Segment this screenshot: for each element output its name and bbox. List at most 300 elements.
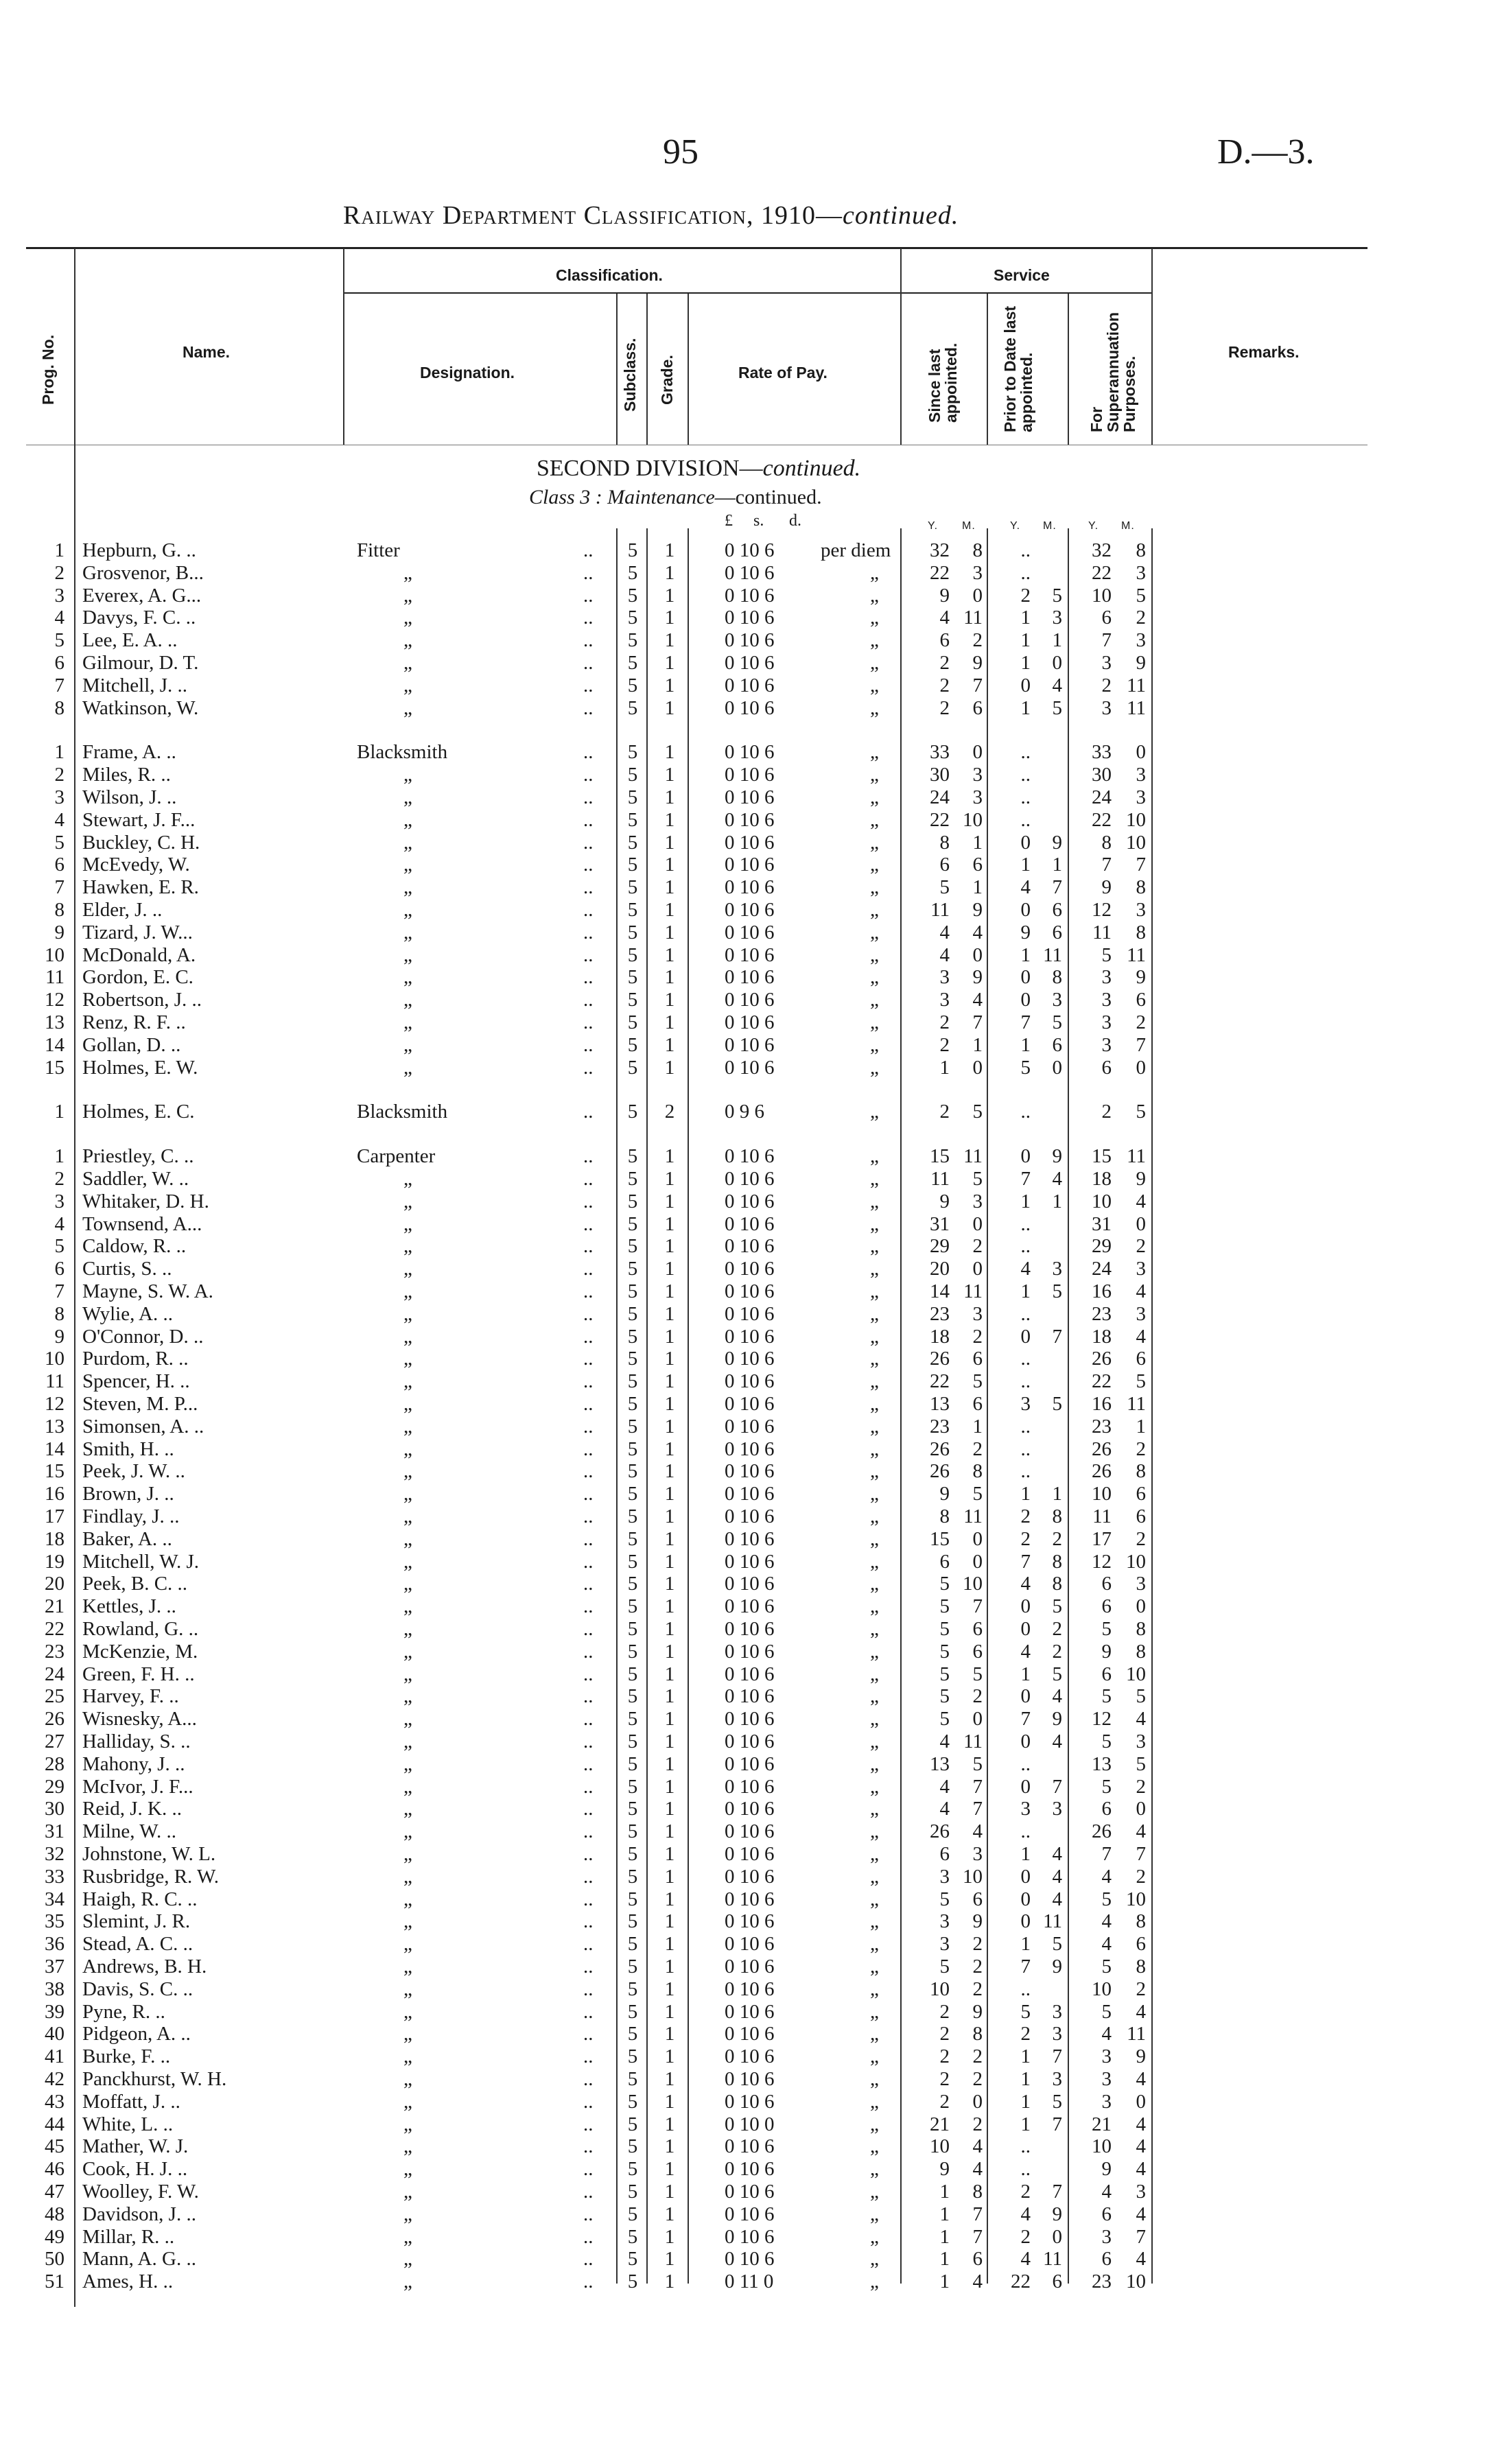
row-since-months: 10	[963, 1865, 983, 1888]
row-rate: 0 10 6	[725, 1595, 775, 1618]
table-row	[0, 2158, 1491, 2181]
row-super-years: 5	[1101, 1685, 1112, 1708]
row-super-months: 10	[1126, 1663, 1146, 1685]
row-grade: 1	[664, 1888, 675, 1910]
row-prog-no: 1	[54, 539, 64, 561]
row-prior-years: 2	[1020, 2225, 1031, 2248]
row-prior-months: 4	[1052, 1730, 1062, 1752]
row-rate: 0 10 6	[725, 741, 775, 764]
row-leader-dots: ..	[583, 2113, 594, 2135]
row-since-months: 4	[972, 2135, 983, 2158]
row-leader-dots: ..	[583, 1393, 594, 1415]
table-row	[0, 1618, 1491, 1641]
row-super-years: 21	[1092, 2113, 1112, 2135]
row-rate: 0 10 6	[725, 989, 775, 1011]
header-remarks: Remarks.	[1228, 343, 1300, 361]
row-leader-dots: ..	[583, 2271, 594, 2293]
row-super-years: 11	[1092, 921, 1112, 943]
row-since-months: 5	[972, 1663, 983, 1685]
row-subclass: 5	[627, 2000, 638, 2023]
row-rate: 0 10 6	[725, 1056, 775, 1079]
row-since-years: 14	[930, 1280, 950, 1302]
row-designation: „	[403, 876, 412, 899]
row-prior-months: 11	[1043, 1910, 1062, 1933]
row-rate: 0 10 6	[725, 1505, 775, 1527]
row-leader-dots: ..	[583, 1258, 594, 1280]
row-since-months: 2	[972, 1933, 983, 1956]
row-rate-unit: „	[870, 1505, 879, 1527]
row-super-months: 0	[1136, 1798, 1146, 1820]
row-super-months: 10	[1126, 1888, 1146, 1910]
row-prior-months: 9	[1052, 1956, 1062, 1978]
row-subclass: 5	[627, 1348, 638, 1370]
row-rate-unit: „	[870, 1145, 879, 1168]
row-prior-years: 4	[1020, 2203, 1031, 2225]
row-super-months: 11	[1127, 696, 1146, 719]
row-leader-dots: ..	[583, 1348, 594, 1370]
row-prior-years: 1	[1020, 1933, 1031, 1956]
row-since-months: 6	[972, 696, 983, 719]
row-since-years: 10	[930, 1978, 950, 2000]
row-name: Caldow, R. ..	[82, 1235, 187, 1258]
row-super-months: 9	[1136, 1168, 1146, 1190]
row-leader-dots: ..	[583, 921, 594, 943]
row-leader-dots: ..	[583, 899, 594, 921]
row-rate: 0 10 6	[725, 899, 775, 921]
row-super-months: 11	[1127, 1393, 1146, 1415]
row-name: Baker, A. ..	[82, 1527, 172, 1550]
row-grade: 1	[664, 1325, 675, 1348]
row-name: Elder, J. ..	[82, 899, 163, 921]
row-prior-years: 0	[1020, 1910, 1031, 1933]
row-prog-no: 7	[54, 674, 64, 696]
row-designation: „	[403, 1011, 412, 1033]
row-rate-unit: „	[870, 584, 879, 607]
row-rate-unit: „	[870, 1415, 879, 1438]
row-subclass: 5	[627, 1956, 638, 1978]
row-rate: 0 10 6	[725, 1483, 775, 1505]
row-since-months: 3	[972, 786, 983, 808]
row-since-years: 4	[939, 607, 950, 629]
row-leader-dots: ..	[583, 2000, 594, 2023]
row-super-months: 8	[1136, 1640, 1146, 1663]
row-prog-no: 9	[54, 1325, 64, 1348]
row-prior-years: 0	[1020, 989, 1031, 1011]
row-designation: „	[403, 1910, 412, 1933]
row-name: Steven, M. P...	[82, 1393, 198, 1415]
row-rate-unit: „	[870, 1168, 879, 1190]
row-super-years: 32	[1092, 539, 1112, 561]
row-super-months: 8	[1136, 876, 1146, 899]
row-name: Moffatt, J. ..	[82, 2090, 180, 2113]
row-super-years: 5	[1101, 2000, 1112, 2023]
row-prior-months: 6	[1052, 1033, 1062, 1056]
row-prior-months: 4	[1052, 1865, 1062, 1888]
row-prog-no: 14	[45, 1438, 64, 1460]
row-prior-years: 0	[1020, 831, 1031, 854]
page-reference: D.—3.	[1217, 132, 1315, 172]
row-grade: 1	[664, 2000, 675, 2023]
row-rate: 0 10 6	[725, 1280, 775, 1302]
row-since-years: 2	[939, 2090, 950, 2113]
row-prog-no: 48	[45, 2203, 64, 2225]
row-subclass: 5	[627, 876, 638, 899]
row-leader-dots: ..	[583, 1370, 594, 1393]
row-prog-no: 41	[45, 2045, 64, 2068]
row-name: Kettles, J. ..	[82, 1595, 176, 1618]
row-since-years: 1	[939, 2271, 950, 2293]
row-designation: „	[403, 966, 412, 989]
table-row	[0, 2203, 1491, 2226]
row-since-months: 11	[963, 1145, 983, 1168]
class-subtitle-italic: Class 3 : Maintenance	[529, 486, 715, 508]
row-name: Mahony, J. ..	[82, 1752, 185, 1775]
row-since-months: 4	[972, 921, 983, 943]
row-name: Holmes, E. W.	[82, 1056, 198, 1079]
row-grade: 1	[664, 2045, 675, 2068]
row-since-years: 1	[939, 2181, 950, 2203]
row-leader-dots: ..	[583, 1011, 594, 1033]
row-super-years: 6	[1101, 1056, 1112, 1079]
row-since-years: 26	[930, 1438, 950, 1460]
row-rate: 0 10 6	[725, 1033, 775, 1056]
row-prior-months: 3	[1052, 1258, 1062, 1280]
row-leader-dots: ..	[583, 1685, 594, 1708]
row-since-months: 11	[963, 607, 983, 629]
row-prog-no: 12	[45, 989, 64, 1011]
table-row	[0, 1416, 1491, 1438]
row-prior-years: 5	[1020, 1056, 1031, 1079]
row-since-years: 15	[930, 1527, 950, 1550]
row-rate: 0 10 6	[725, 2158, 775, 2181]
row-prog-no: 2	[54, 1168, 64, 1190]
row-prior-years: 0	[1020, 1618, 1031, 1640]
row-since-years: 22	[930, 1370, 950, 1393]
row-super-years: 6	[1101, 1798, 1112, 1820]
row-super-months: 4	[1136, 1190, 1146, 1212]
row-super-months: 8	[1136, 1618, 1146, 1640]
row-designation: „	[403, 1168, 412, 1190]
row-prior-years: 1	[1020, 696, 1031, 719]
row-designation: „	[403, 2000, 412, 2023]
row-rate-unit: per diem	[821, 539, 891, 561]
row-rate-unit: „	[870, 741, 879, 764]
row-subclass: 5	[627, 2090, 638, 2113]
row-super-years: 7	[1101, 629, 1112, 652]
row-prog-no: 8	[54, 1302, 64, 1325]
row-since-months: 9	[972, 2000, 983, 2023]
row-prog-no: 13	[45, 1415, 64, 1438]
row-name: Slemint, J. R.	[82, 1910, 191, 1933]
row-prog-no: 24	[45, 1663, 64, 1685]
row-rate: 0 10 6	[725, 1011, 775, 1033]
row-rate-unit: „	[870, 1258, 879, 1280]
row-leader-dots: ..	[583, 1145, 594, 1168]
row-leader-dots: ..	[583, 1168, 594, 1190]
row-since-years: 21	[930, 2113, 950, 2135]
row-rate: 0 10 6	[725, 1235, 775, 1258]
table-row	[0, 1820, 1491, 1843]
row-super-months: 4	[1136, 2068, 1146, 2090]
row-rate-unit: „	[870, 831, 879, 854]
row-designation: „	[403, 1663, 412, 1685]
row-prior-months: 9	[1052, 831, 1062, 854]
row-grade: 1	[664, 1910, 675, 1933]
row-prior-months: 3	[1052, 2000, 1062, 2023]
row-designation: Blacksmith	[357, 741, 448, 764]
row-super-years: 24	[1092, 786, 1112, 808]
row-prior-months: 6	[1052, 899, 1062, 921]
row-rate-unit: „	[870, 966, 879, 989]
row-designation: „	[403, 1415, 412, 1438]
row-subclass: 5	[627, 1933, 638, 1956]
row-leader-dots: ..	[583, 2023, 594, 2045]
row-super-years: 3	[1101, 989, 1112, 1011]
row-since-months: 1	[972, 876, 983, 899]
row-rate-unit: „	[870, 696, 879, 719]
row-rate: 0 10 6	[725, 1888, 775, 1910]
row-prior-years: ..	[1020, 764, 1031, 786]
row-designation: „	[403, 2181, 412, 2203]
row-super-years: 3	[1101, 966, 1112, 989]
row-name: Miles, R. ..	[82, 764, 171, 786]
page-title-main: Railway Department Classification, 1910—	[343, 201, 843, 230]
row-prior-months: 5	[1052, 1933, 1062, 1956]
row-super-months: 11	[1127, 1145, 1146, 1168]
row-name: Findlay, J. ..	[82, 1505, 180, 1527]
row-designation: „	[403, 1640, 412, 1663]
table-row	[0, 1730, 1491, 1753]
row-rate: 0 10 6	[725, 786, 775, 808]
row-designation: „	[403, 1708, 412, 1730]
row-name: Renz, R. F. ..	[82, 1011, 186, 1033]
unit-m-since: M.	[962, 520, 976, 532]
row-since-months: 0	[972, 584, 983, 607]
row-leader-dots: ..	[583, 629, 594, 652]
table-row	[0, 2135, 1491, 2158]
row-since-years: 11	[930, 899, 950, 921]
row-rate-unit: „	[870, 786, 879, 808]
row-name: Holmes, E. C.	[82, 1101, 195, 1123]
row-subclass: 5	[627, 2203, 638, 2225]
row-since-months: 3	[972, 561, 983, 584]
unit-y-super: Y.	[1088, 520, 1099, 532]
row-super-months: 11	[1127, 674, 1146, 696]
row-designation: „	[403, 2271, 412, 2293]
row-name: Saddler, W. ..	[82, 1168, 189, 1190]
row-super-months: 2	[1136, 1865, 1146, 1888]
table-row	[0, 1595, 1491, 1618]
header-name: Name.	[183, 343, 231, 361]
header-service: Service	[994, 266, 1050, 284]
row-grade: 1	[664, 652, 675, 674]
row-prior-years: ..	[1020, 1978, 1031, 2000]
row-super-months: 2	[1136, 607, 1146, 629]
row-leader-dots: ..	[583, 1235, 594, 1258]
row-prior-years: 2	[1020, 1505, 1031, 1527]
row-super-months: 2	[1136, 1775, 1146, 1798]
row-since-years: 4	[939, 943, 950, 966]
row-super-years: 11	[1092, 1505, 1112, 1527]
row-since-years: 1	[939, 1056, 950, 1079]
table-row	[0, 786, 1491, 809]
row-leader-dots: ..	[583, 2158, 594, 2181]
row-since-years: 6	[939, 629, 950, 652]
row-leader-dots: ..	[583, 1212, 594, 1235]
table-row	[0, 1483, 1491, 1505]
row-prior-months: 3	[1052, 1798, 1062, 1820]
row-leader-dots: ..	[583, 2135, 594, 2158]
row-grade: 1	[664, 1460, 675, 1483]
row-leader-dots: ..	[583, 831, 594, 854]
table-row	[0, 1011, 1491, 1034]
row-super-years: 5	[1101, 1775, 1112, 1798]
header-prior-to-date: Prior to Date last appointed.	[1001, 305, 1036, 432]
row-prior-years: 1	[1020, 652, 1031, 674]
row-leader-dots: ..	[583, 2225, 594, 2248]
row-since-months: 3	[972, 1843, 983, 1865]
row-subclass: 5	[627, 989, 638, 1011]
unit-pence: d.	[789, 512, 801, 530]
row-subclass: 5	[627, 1618, 638, 1640]
row-rate: 0 10 6	[725, 1820, 775, 1843]
row-leader-dots: ..	[583, 1798, 594, 1820]
row-prog-no: 12	[45, 1393, 64, 1415]
row-prog-no: 44	[45, 2113, 64, 2135]
row-subclass: 5	[627, 943, 638, 966]
row-since-months: 2	[972, 1235, 983, 1258]
row-designation: „	[403, 2090, 412, 2113]
row-prior-years: ..	[1020, 786, 1031, 808]
row-rate-unit: „	[870, 899, 879, 921]
table-row	[0, 1393, 1491, 1416]
row-designation: „	[403, 1505, 412, 1527]
row-super-months: 9	[1136, 2045, 1146, 2068]
row-super-months: 4	[1136, 1325, 1146, 1348]
row-prior-months: 9	[1052, 2203, 1062, 2225]
row-prior-months: 9	[1052, 1708, 1062, 1730]
row-prior-years: ..	[1020, 1235, 1031, 1258]
row-since-years: 5	[939, 1685, 950, 1708]
row-leader-dots: ..	[583, 1956, 594, 1978]
row-rate: 0 10 6	[725, 1640, 775, 1663]
row-rate: 0 10 6	[725, 1978, 775, 2000]
row-prog-no: 3	[54, 584, 64, 607]
row-since-months: 2	[972, 1325, 983, 1348]
row-super-months: 11	[1127, 2023, 1146, 2045]
row-prog-no: 46	[45, 2158, 64, 2181]
row-grade: 1	[664, 584, 675, 607]
row-designation: „	[403, 652, 412, 674]
row-name: Halliday, S. ..	[82, 1730, 191, 1752]
row-prog-no: 18	[45, 1527, 64, 1550]
row-since-years: 1	[939, 2225, 950, 2248]
table-row	[0, 1505, 1491, 1528]
unit-m-prior: M.	[1043, 520, 1057, 532]
row-name: McEvedy, W.	[82, 854, 190, 876]
row-super-months: 7	[1136, 2225, 1146, 2248]
row-prior-months: 5	[1052, 1280, 1062, 1302]
row-grade: 1	[664, 1483, 675, 1505]
table-row	[0, 2226, 1491, 2249]
row-super-years: 3	[1101, 696, 1112, 719]
row-subclass: 5	[627, 831, 638, 854]
page-title	[343, 200, 959, 231]
row-subclass: 5	[627, 1505, 638, 1527]
class-subtitle-rest: —continued.	[714, 486, 822, 508]
row-prog-no: 36	[45, 1933, 64, 1956]
row-designation: „	[403, 1483, 412, 1505]
row-prior-years: 4	[1020, 1640, 1031, 1663]
row-designation: „	[403, 1595, 412, 1618]
row-grade: 1	[664, 1865, 675, 1888]
row-designation: „	[403, 921, 412, 943]
row-prior-years: 7	[1020, 1956, 1031, 1978]
row-prior-months: 3	[1052, 607, 1062, 629]
row-rate-unit: „	[870, 989, 879, 1011]
row-rate: 0 10 6	[725, 539, 775, 561]
row-since-years: 5	[939, 1708, 950, 1730]
row-prog-no: 38	[45, 1978, 64, 2000]
row-since-months: 9	[972, 1910, 983, 1933]
table-row	[0, 1708, 1491, 1730]
row-super-years: 18	[1092, 1168, 1112, 1190]
row-super-years: 17	[1092, 1527, 1112, 1550]
row-subclass: 5	[627, 1280, 638, 1302]
table-row	[0, 674, 1491, 697]
row-rate: 0 10 6	[725, 1775, 775, 1798]
row-prior-years: 0	[1020, 1595, 1031, 1618]
row-super-years: 3	[1101, 1011, 1112, 1033]
table-row	[0, 1528, 1491, 1551]
row-rate-unit: „	[870, 876, 879, 899]
row-leader-dots: ..	[583, 1280, 594, 1302]
row-grade: 1	[664, 2158, 675, 2181]
row-grade: 1	[664, 674, 675, 696]
row-rate-unit: „	[870, 1056, 879, 1079]
row-rate-unit: „	[870, 1190, 879, 1212]
row-grade: 1	[664, 1370, 675, 1393]
row-prior-months: 4	[1052, 1888, 1062, 1910]
row-since-months: 5	[972, 1101, 983, 1123]
row-designation: „	[403, 674, 412, 696]
row-designation: „	[403, 899, 412, 921]
row-subclass: 5	[627, 1888, 638, 1910]
row-leader-dots: ..	[583, 2045, 594, 2068]
row-prog-no: 3	[54, 786, 64, 808]
row-name: Grosvenor, B...	[82, 561, 204, 584]
row-super-months: 7	[1136, 1843, 1146, 1865]
row-super-years: 5	[1101, 1888, 1112, 1910]
row-name: Whitaker, D. H.	[82, 1190, 209, 1212]
row-since-years: 8	[939, 1505, 950, 1527]
row-prior-years: 4	[1020, 2248, 1031, 2271]
row-since-months: 2	[972, 1978, 983, 2000]
row-leader-dots: ..	[583, 2248, 594, 2271]
row-prior-years: 7	[1020, 1708, 1031, 1730]
row-subclass: 5	[627, 1865, 638, 1888]
row-prior-years: ..	[1020, 1348, 1031, 1370]
row-leader-dots: ..	[583, 786, 594, 808]
row-subclass: 5	[627, 1550, 638, 1573]
row-rate-unit: „	[870, 1011, 879, 1033]
row-super-months: 4	[1136, 1280, 1146, 1302]
row-subclass: 5	[627, 1595, 638, 1618]
row-super-years: 2	[1101, 1101, 1112, 1123]
row-name: Hepburn, G. ..	[82, 539, 196, 561]
row-name: Robertson, J. ..	[82, 989, 202, 1011]
row-since-months: 7	[972, 1011, 983, 1033]
